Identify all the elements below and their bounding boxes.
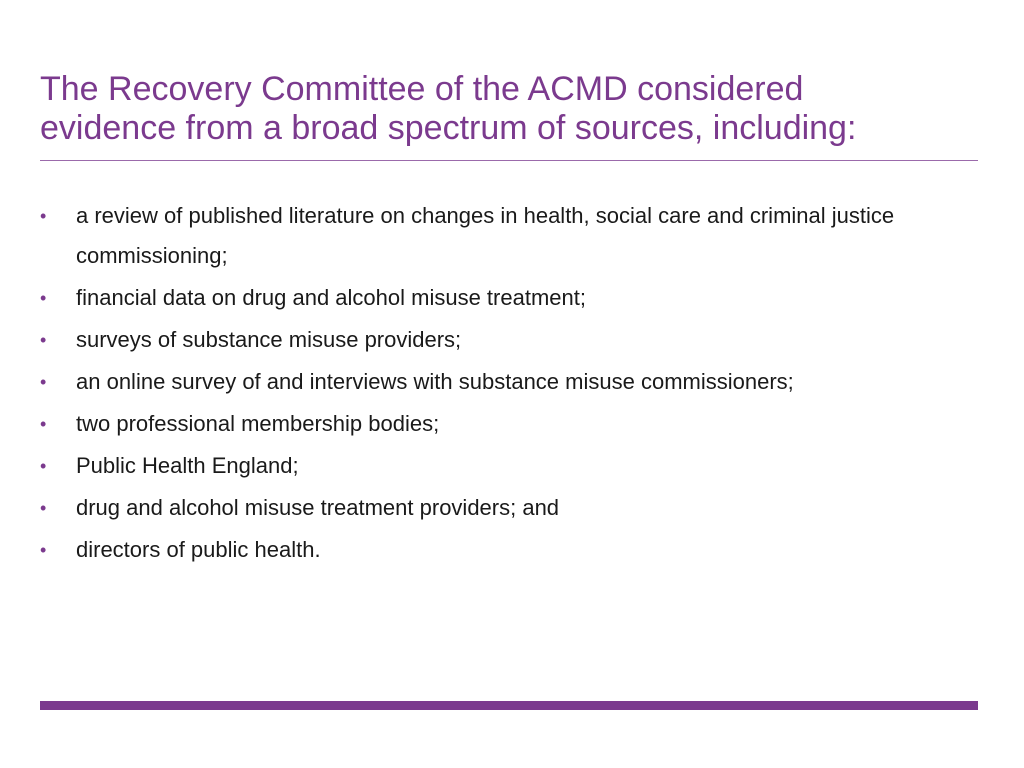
- bullet-icon: •: [40, 288, 47, 308]
- bullet-list: [40, 196, 980, 572]
- bullet-icon: •: [40, 498, 47, 518]
- bullet-item: [40, 446, 980, 486]
- slide-title-line-2: evidence from a broad spectrum of sources, including:: [40, 109, 857, 147]
- bullet-item: [40, 530, 980, 570]
- bullet-item: [40, 404, 980, 444]
- bullet-text: surveys of substance misuse providers;: [76, 327, 462, 352]
- bullet-icon: •: [40, 330, 47, 350]
- bullet-item: [40, 362, 980, 402]
- bullet-icon: •: [40, 456, 47, 476]
- bullet-item: [40, 488, 980, 528]
- bullet-item: [40, 320, 980, 360]
- bullet-text: directors of public health.: [76, 537, 321, 562]
- bullet-text: a review of published literature on changes in health, social care and criminal justice commissioning;: [76, 203, 895, 268]
- bullet-icon: •: [40, 540, 47, 560]
- title-divider: [40, 160, 978, 161]
- bullet-text: financial data on drug and alcohol misuse treatment;: [76, 285, 586, 310]
- bullet-text: drug and alcohol misuse treatment providers; and: [76, 495, 560, 520]
- slide-title: [40, 70, 980, 148]
- bullet-text: two professional membership bodies;: [76, 411, 440, 436]
- bullet-item: [40, 196, 980, 276]
- bullet-text: Public Health England;: [76, 453, 299, 478]
- slide-title-line-1: The Recovery Committee of the ACMD considered: [40, 70, 804, 108]
- bullet-item: [40, 278, 980, 318]
- bullet-text: an online survey of and interviews with substance misuse commissioners;: [76, 369, 794, 394]
- bullet-icon: •: [40, 414, 47, 434]
- bullet-icon: •: [40, 206, 47, 226]
- footer-accent-bar: [40, 701, 978, 710]
- bullet-icon: •: [40, 372, 47, 392]
